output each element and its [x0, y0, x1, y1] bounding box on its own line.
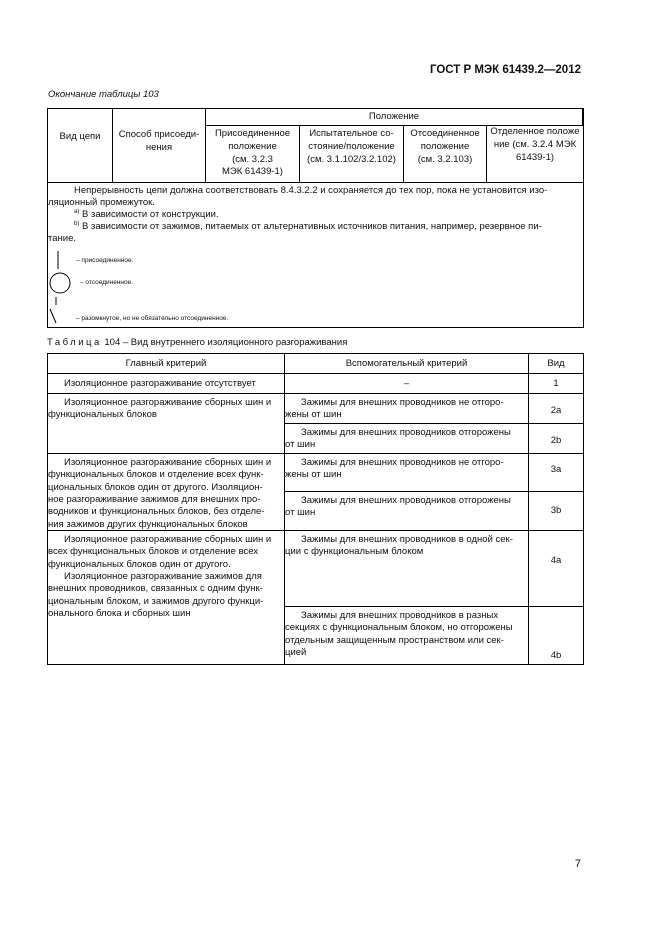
group-4-main: Изоляционное разгораживание сборных шин и всех функциональных блоков и отделение всех функциональных блоков один от другого. Изоляционное разгораживание зажимов для внешних проводников, связанных с одним функ- циональным блоком, и зажимов другого функци- онального блока и сборных шин	[48, 531, 285, 664]
row-4b-kind: 4b	[550, 650, 562, 661]
disconnected-symbol	[48, 271, 74, 295]
connected-symbol	[52, 249, 72, 271]
row-1-main: Изоляционное разгораживание отсутствует	[48, 374, 285, 394]
row-3a-aux: Зажимы для внешних проводников не отгоро- жены от шин	[285, 454, 529, 492]
row-1-kind: 1	[529, 374, 583, 394]
row-1-aux: –	[285, 374, 529, 394]
group-2-main: Изоляционное разгораживание сборных шин и функциональных блоков	[48, 394, 285, 454]
row-3b-kind: 3b	[529, 492, 583, 531]
row-4a-kind: 4a	[529, 531, 583, 607]
legend-open: – разомкнутое, но не обязательно отсоединенное.	[76, 315, 229, 322]
page-number: 7	[574, 858, 581, 870]
col-header-separated: Отделенное положе ние (см. 3.2.4 МЭК 61439-1)	[487, 126, 583, 183]
row-2b-kind: 2b	[529, 424, 583, 454]
row-4a-aux: Зажимы для внешних проводников в одной сек- ции с функциональным блоком	[285, 531, 529, 607]
col-header-connected: Присоединенное положение (см. 3.2.3 МЭК 61439-1)	[206, 126, 300, 183]
table-103	[47, 108, 584, 328]
row-3a-kind: 3a	[529, 454, 583, 492]
open-switch-symbol	[48, 295, 68, 325]
header-main-criterion: Главный критерий	[48, 354, 285, 374]
col-header-circuit: Вид цепи	[48, 109, 113, 183]
row-2a-kind: 2a	[529, 394, 583, 424]
row-2a-aux: Зажимы для внешних проводников не отгоро- жены от шин	[285, 394, 529, 424]
header-aux-criterion: Вспомогательный критерий	[285, 354, 529, 374]
table-103-notes: Непрерывность цепи должна соответствовать 8.4.3.2.2 и сохраняется до тех пор, пока не установится изо- ляционный промежуток. $^{а)}$ В зависимости от конструкции. $^{b)}$ В зависимости от зажимов, питаемых от альтернативных источников питания, например, резервное пи- тание.	[48, 185, 548, 244]
legend-disconnected: – отсоединенное.	[80, 279, 134, 286]
legend-connected: – присоединенное.	[76, 257, 134, 264]
col-header-test: Испытательное со- стояние/положение (см. 3.1.102/3.2.102)	[300, 126, 404, 183]
col-header-disconnected: Отсоединенное положение (см. 3.2.103)	[404, 126, 487, 183]
standard-designation: ГОСТ Р МЭК 61439.2—2012	[429, 64, 581, 76]
table-104-caption: Таблица 104 – Вид внутреннего изоляционного разгораживания	[47, 337, 348, 348]
table-104	[47, 353, 584, 665]
table-103-caption: Окончание таблицы 103	[48, 89, 159, 100]
col-header-connection: Способ присоеди- нения	[113, 109, 206, 183]
col-group-position: Положение	[206, 109, 583, 126]
header-kind: Вид	[529, 354, 583, 374]
row-3b-aux: Зажимы для внешних проводников отгорожены от шин	[285, 492, 529, 531]
group-3-main: Изоляционное разгораживание сборных шин и функциональных блоков и отделение всех функ- циональных блоков один от другого. Изоляцион- ное разгораживание зажимов для внешних про- водников и функциональных блоков, без отделе- ния зажимов других функциональных блоков	[48, 454, 285, 531]
row-4b-aux: Зажимы для внешних проводников в разных секциях с функциональным блоком, но отгорожены отдельным защищенным пространством или сек- цией	[285, 607, 529, 664]
row-2b-aux: Зажимы для внешних проводников отгорожены от шин	[285, 424, 529, 454]
